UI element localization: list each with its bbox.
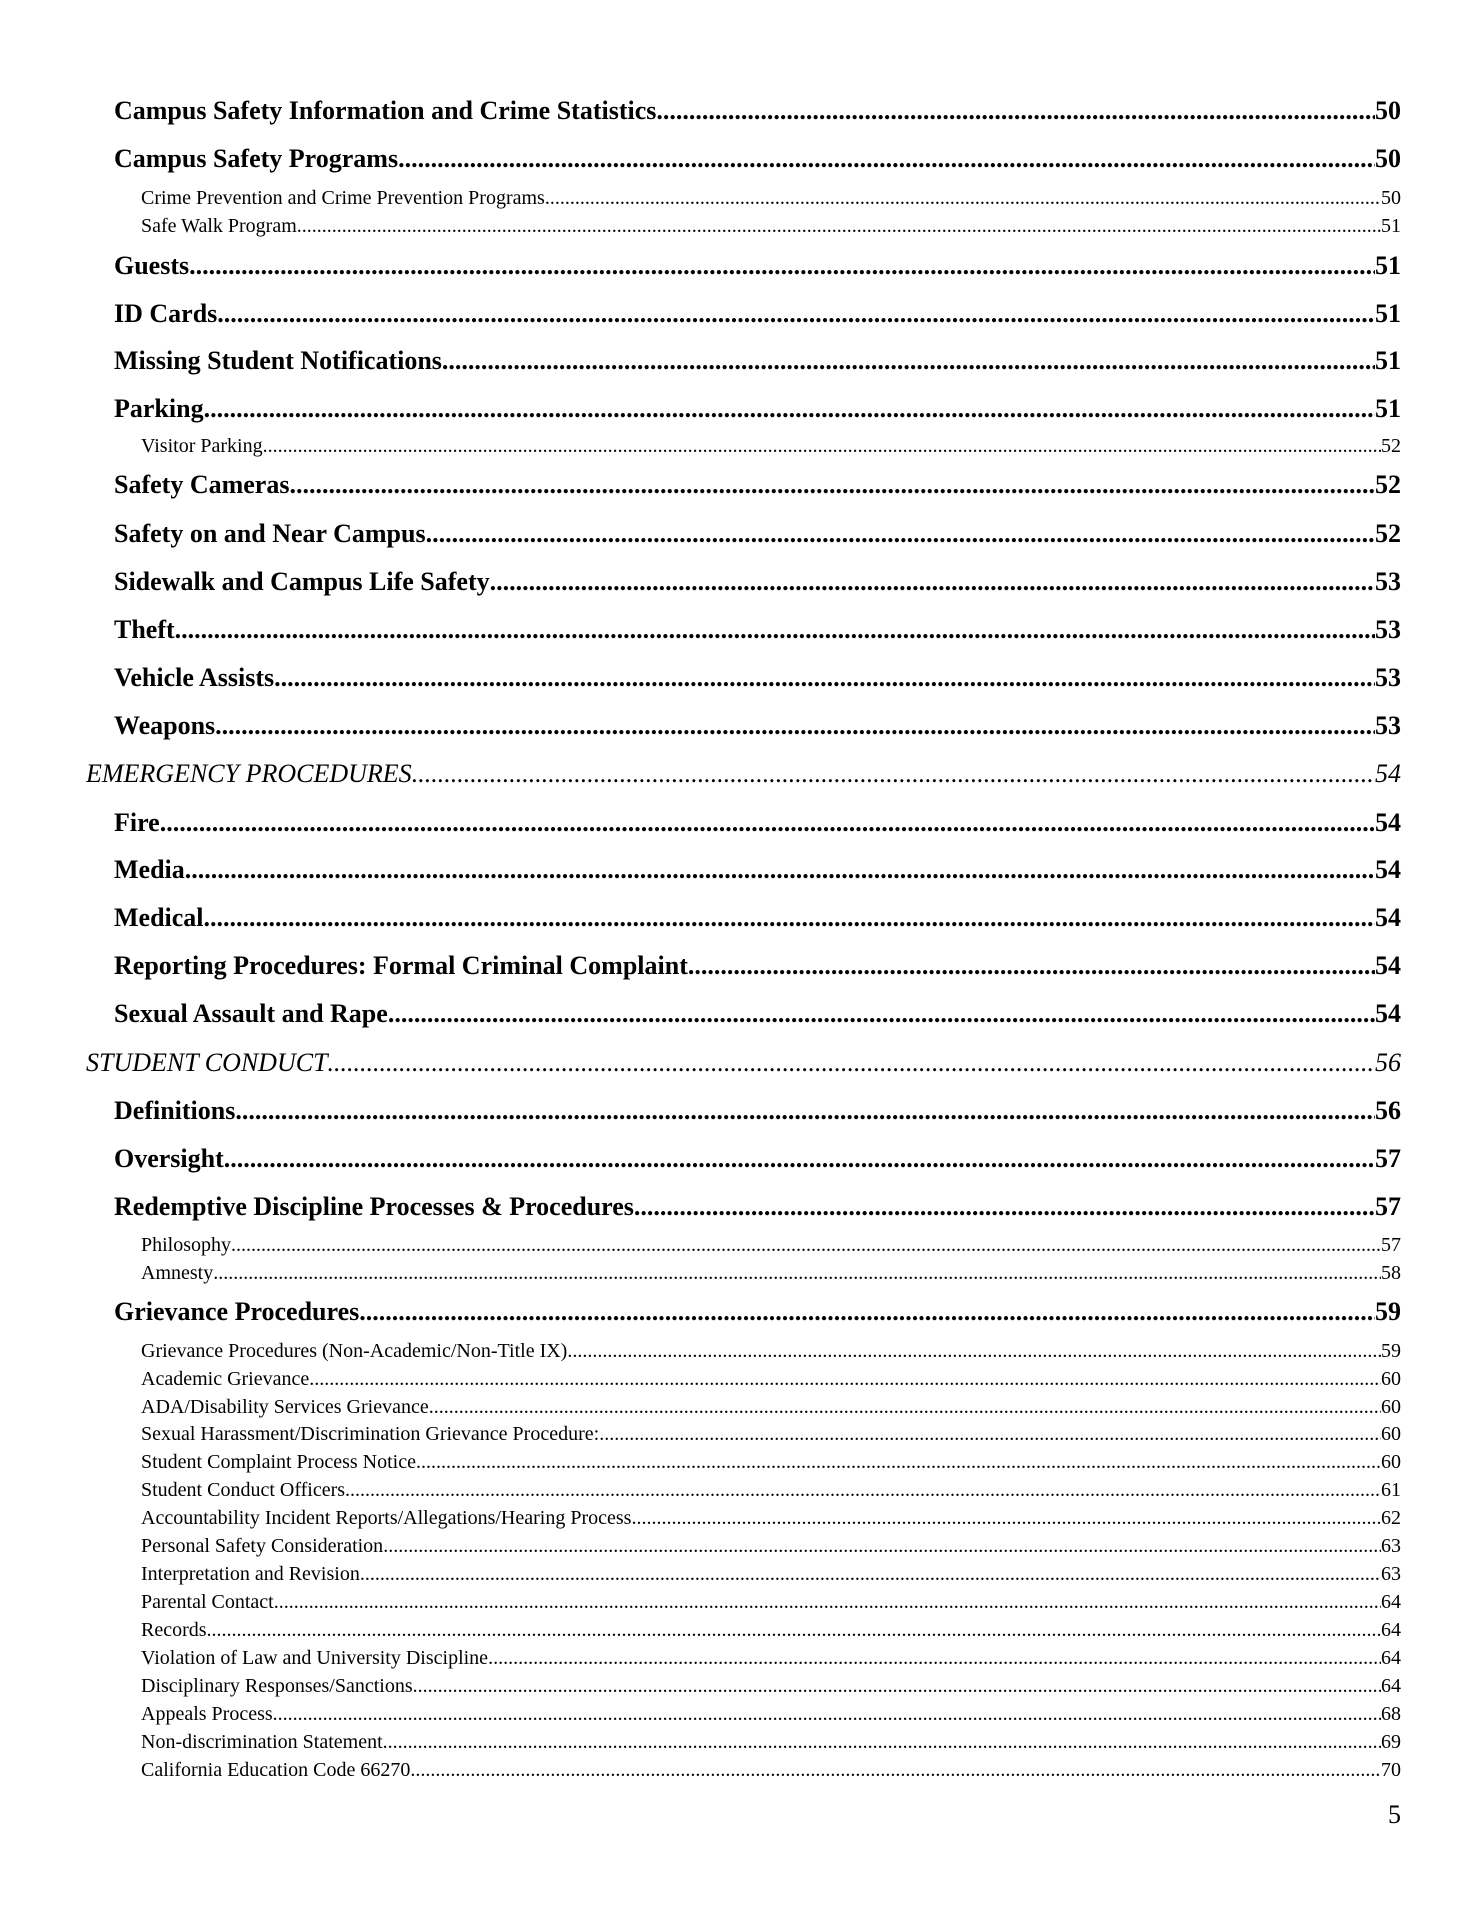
toc-entry-page: 51: [1381, 215, 1401, 237]
dot-leader: [490, 565, 1375, 599]
toc-entry-page: 54: [1375, 808, 1401, 837]
toc-entry-title: Grievance Procedures: [114, 1297, 360, 1326]
toc-entry: [114, 709, 1401, 743]
dot-leader: [231, 1233, 1381, 1257]
dot-leader: [359, 1295, 1375, 1329]
toc-entry-page: 50: [1381, 187, 1401, 209]
toc-entry: [114, 1295, 1401, 1329]
toc-entry-page: 56: [1375, 1096, 1401, 1125]
toc-entry-title: Media: [114, 855, 185, 884]
dot-leader: [224, 1142, 1375, 1176]
toc-entry-page: 52: [1375, 519, 1401, 548]
toc-subentry: [141, 1590, 1401, 1614]
toc-entry-title: Records: [141, 1619, 207, 1641]
toc-entry-title: Non-discrimination Statement: [141, 1731, 383, 1753]
toc-subentry: [141, 1674, 1401, 1698]
dot-leader: [274, 661, 1375, 695]
toc-entry-page: 51: [1375, 299, 1401, 328]
dot-leader: [383, 1534, 1381, 1558]
toc-entry: [114, 613, 1401, 647]
toc-entry-page: 60: [1381, 1396, 1401, 1418]
dot-leader: [175, 613, 1375, 647]
toc-entry-page: 53: [1375, 711, 1401, 740]
toc-entry-title: ADA/Disability Services Grievance: [141, 1396, 429, 1418]
toc-entry-page: 56: [1375, 1048, 1401, 1077]
dot-leader: [688, 949, 1375, 983]
toc-entry-page: 64: [1381, 1619, 1401, 1641]
dot-leader: [274, 1590, 1381, 1614]
toc-entry-title: Fire: [114, 808, 160, 837]
toc-entry-page: 52: [1381, 435, 1401, 457]
dot-leader: [204, 392, 1375, 426]
toc-entry-title: Safety Cameras: [114, 470, 290, 499]
toc-entry: [114, 901, 1401, 935]
dot-leader: [442, 344, 1375, 378]
toc-subentry: [141, 1730, 1401, 1754]
toc-entry-page: 57: [1375, 1192, 1401, 1221]
dot-leader: [488, 1646, 1381, 1670]
toc-entry-title: Reporting Procedures: Formal Criminal Complaint: [114, 951, 688, 980]
dot-leader: [545, 186, 1381, 210]
toc-entry: [114, 806, 1401, 840]
toc-subentry: [141, 1339, 1401, 1363]
toc-entry-title: Appeals Process: [141, 1703, 273, 1725]
toc-entry-title: Philosophy: [141, 1234, 232, 1256]
dot-leader: [426, 517, 1375, 551]
toc-entry-page: 54: [1375, 903, 1401, 932]
toc-entry-title: Missing Student Notifications: [114, 346, 442, 375]
toc-entry-page: 54: [1375, 759, 1401, 788]
toc-entry: [114, 1094, 1401, 1128]
dot-leader: [360, 1562, 1381, 1586]
toc-entry: [114, 94, 1401, 128]
toc-entry-title: ID Cards: [114, 299, 218, 328]
toc-entry-title: Interpretation and Revision: [141, 1563, 360, 1585]
toc-entry-title: California Education Code 66270: [141, 1759, 411, 1781]
toc-entry-title: Guests: [114, 251, 190, 280]
dot-leader: [398, 142, 1375, 176]
toc-entry-page: 62: [1381, 1507, 1401, 1529]
toc-entry-title: Definitions: [114, 1096, 236, 1125]
toc-entry-page: 60: [1381, 1423, 1401, 1445]
toc-entry: [114, 661, 1401, 695]
toc-entry-page: 63: [1381, 1535, 1401, 1557]
dot-leader: [413, 1674, 1381, 1698]
toc-entry-title: Grievance Procedures (Non-Academic/Non-Title IX): [141, 1340, 568, 1362]
dot-leader: [412, 757, 1375, 791]
toc-entry-title: Vehicle Assists: [114, 663, 275, 692]
dot-leader: [328, 1046, 1375, 1080]
toc-entry-page: 59: [1381, 1340, 1401, 1362]
dot-leader: [204, 901, 1375, 935]
toc-entry-page: 53: [1375, 615, 1401, 644]
toc-entry-page: 58: [1381, 1262, 1401, 1284]
toc-subentry: [141, 1395, 1401, 1419]
toc-entry: [114, 344, 1401, 378]
dot-leader: [189, 249, 1375, 283]
toc-subentry: [141, 1422, 1401, 1446]
toc-entry-title: Visitor Parking: [141, 435, 263, 457]
toc-entry-page: 68: [1381, 1703, 1401, 1725]
toc-entry-page: 52: [1375, 470, 1401, 499]
toc-entry-title: Medical: [114, 903, 204, 932]
toc-entry-title: Campus Safety Information and Crime Statistics: [114, 96, 657, 125]
page-number: 5: [1388, 1800, 1401, 1829]
dot-leader: [289, 468, 1375, 502]
toc-entry-page: 59: [1375, 1297, 1401, 1326]
toc-subentry: [141, 434, 1401, 458]
toc-entry-title: Theft: [114, 615, 175, 644]
toc-entry-page: 63: [1381, 1563, 1401, 1585]
toc-entry-title: Accountability Incident Reports/Allegations/Hearing Process: [141, 1507, 632, 1529]
toc-entry: [114, 468, 1401, 502]
dot-leader: [263, 434, 1381, 458]
toc-entry-page: 54: [1375, 951, 1401, 980]
toc-subentry: [141, 1261, 1401, 1285]
toc-entry-title: Campus Safety Programs: [114, 144, 399, 173]
dot-leader: [656, 94, 1375, 128]
toc-entry-title: Safe Walk Program: [141, 215, 297, 237]
toc-entry-page: 69: [1381, 1731, 1401, 1753]
toc-entry-page: 60: [1381, 1451, 1401, 1473]
toc-entry-title: Student Conduct Officers: [141, 1479, 346, 1501]
toc-entry-title: Parking: [114, 394, 204, 423]
dot-leader: [345, 1478, 1381, 1502]
toc-entry: [114, 517, 1401, 551]
dot-leader: [599, 1422, 1381, 1446]
dot-leader: [215, 709, 1375, 743]
toc-entry-title: EMERGENCY PROCEDURES: [86, 759, 412, 788]
toc-entry-title: Personal Safety Consideration: [141, 1535, 384, 1557]
dot-leader: [410, 1758, 1381, 1782]
dot-leader: [383, 1730, 1381, 1754]
toc-entry-page: 51: [1375, 394, 1401, 423]
toc-subentry: [141, 1702, 1401, 1726]
dot-leader: [273, 1702, 1381, 1726]
toc-entry-page: 50: [1375, 96, 1401, 125]
dot-leader: [631, 1506, 1381, 1530]
dot-leader: [416, 1450, 1381, 1474]
toc-subentry: [141, 214, 1401, 238]
toc-subentry: [141, 1758, 1401, 1782]
toc-section-heading: [86, 757, 1401, 791]
dot-leader: [235, 1094, 1375, 1128]
dot-leader: [213, 1261, 1381, 1285]
dot-leader: [160, 806, 1375, 840]
toc-subentry: [141, 1478, 1401, 1502]
toc-entry-title: Sidewalk and Campus Life Safety: [114, 567, 490, 596]
toc-subentry: [141, 1506, 1401, 1530]
toc-entry-title: Amnesty: [141, 1262, 214, 1284]
toc-entry-title: Weapons: [114, 711, 216, 740]
toc-entry-title: Student Complaint Process Notice: [141, 1451, 416, 1473]
toc-entry: [114, 297, 1401, 331]
toc-entry-title: Safety on and Near Campus: [114, 519, 426, 548]
toc-entry-page: 54: [1375, 999, 1401, 1028]
toc-entry-page: 61: [1381, 1479, 1401, 1501]
dot-leader: [429, 1395, 1381, 1419]
toc-entry-page: 57: [1375, 1144, 1401, 1173]
toc-entry-title: Sexual Harassment/Discrimination Grievance Procedure:: [141, 1423, 600, 1445]
toc-entry-page: 60: [1381, 1368, 1401, 1390]
toc-entry-title: Parental Contact: [141, 1591, 274, 1613]
toc-entry-page: 51: [1375, 346, 1401, 375]
dot-leader: [634, 1190, 1375, 1224]
dot-leader: [388, 997, 1375, 1031]
toc-entry: [114, 565, 1401, 599]
toc-entry-page: 57: [1381, 1234, 1401, 1256]
dot-leader: [309, 1367, 1381, 1391]
toc-subentry: [141, 1618, 1401, 1642]
toc-subentry: [141, 1534, 1401, 1558]
dot-leader: [567, 1339, 1381, 1363]
toc-entry-title: Sexual Assault and Rape: [114, 999, 388, 1028]
toc-entry-title: Academic Grievance: [141, 1368, 310, 1390]
toc-subentry: [141, 1646, 1401, 1670]
dot-leader: [297, 214, 1381, 238]
dot-leader: [207, 1618, 1381, 1642]
toc-entry-title: Disciplinary Responses/Sanctions: [141, 1675, 413, 1697]
toc-entry-page: 64: [1381, 1675, 1401, 1697]
toc-entry: [114, 392, 1401, 426]
toc-subentry: [141, 1233, 1401, 1257]
toc-entry-page: 53: [1375, 663, 1401, 692]
toc-subentry: [141, 1450, 1401, 1474]
toc-entry-title: Violation of Law and University Discipline: [141, 1647, 489, 1669]
toc-subentry: [141, 186, 1401, 210]
dot-leader: [217, 297, 1375, 331]
toc-entry-title: STUDENT CONDUCT: [86, 1048, 328, 1077]
toc-entry: [114, 249, 1401, 283]
toc-entry-title: Redemptive Discipline Processes & Procedures: [114, 1192, 634, 1221]
toc-subentry: [141, 1367, 1401, 1391]
toc-entry-page: 54: [1375, 855, 1401, 884]
toc-entry-page: 70: [1381, 1759, 1401, 1781]
dot-leader: [185, 853, 1375, 887]
toc-entry-page: 64: [1381, 1591, 1401, 1613]
toc-entry-title: Crime Prevention and Crime Prevention Programs: [141, 187, 545, 209]
toc-entry: [114, 853, 1401, 887]
toc-entry-page: 51: [1375, 251, 1401, 280]
toc-section-heading: [86, 1046, 1401, 1080]
toc-entry: [114, 142, 1401, 176]
toc-entry: [114, 949, 1401, 983]
toc-entry-page: 64: [1381, 1647, 1401, 1669]
toc-entry-page: 53: [1375, 567, 1401, 596]
toc-entry: [114, 1142, 1401, 1176]
toc-entry: [114, 1190, 1401, 1224]
toc-entry-title: Oversight: [114, 1144, 224, 1173]
toc-entry-page: 50: [1375, 144, 1401, 173]
toc-entry: [114, 997, 1401, 1031]
toc-subentry: [141, 1562, 1401, 1586]
